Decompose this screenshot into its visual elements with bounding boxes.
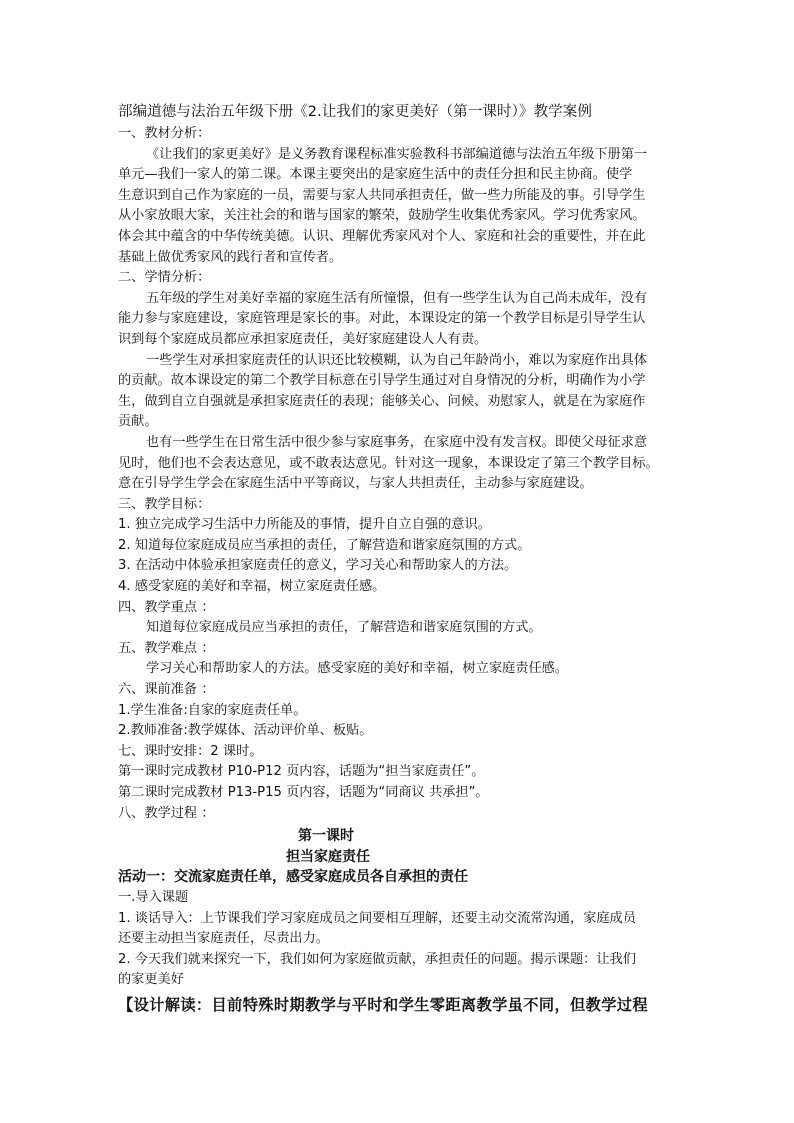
paragraph-line: 《让我们的家更美好》是义务教育课程标准实验教科书部编道德与法治五年级下册第一 <box>146 146 648 162</box>
paragraph-line: 体会其中蕴含的中华传统美德。认识、理解优秀家风对个人、家庭和社会的重要性，并在此 <box>118 228 646 244</box>
lesson-title: 第一课时 <box>298 828 354 845</box>
list-item: 第一课时完成教材 P10-P12 页内容，话题为“担当家庭责任”。 <box>118 764 485 780</box>
paragraph-line: 从小家放眼大家，关注社会的和谐与国家的繁荣，鼓励学生收集优秀家风。学习优秀家风。 <box>118 208 646 224</box>
subsection-heading-intro: 一.导入课题 <box>118 889 189 905</box>
list-item: 还要主动担当家庭责任，尽责出力。 <box>118 931 329 947</box>
document-page <box>118 101 680 1017</box>
lesson-subtitle: 担当家庭责任 <box>286 848 370 865</box>
paragraph-line: 生，做到自立自强就是承担家庭责任的表现；能够关心、问候、劝慰家人，就是在为家庭作 <box>118 393 646 409</box>
list-item: 1. 谈话导入：上节课我们学习家庭成员之间要相互理解，还要主动交流常沟通，家庭成员 <box>118 910 636 926</box>
paragraph-line: 能力参与家庭建设，家庭管理是家长的事。对此，本课设定的第一个教学目标是引导学生认 <box>118 311 646 327</box>
list-item: 第二课时完成教材 P13-P15 页内容，话题为“同商议 共承担”。 <box>118 785 489 800</box>
list-item: 1.学生准备:自家的家庭责任单。 <box>118 702 307 718</box>
section-heading-key-points: 四、教学重点 ： <box>118 599 215 615</box>
activity-title: 活动一：交流家庭责任单，感受家庭成员各自承担的责任 <box>118 869 468 886</box>
section-heading-preparation: 六、课前准备 ： <box>118 682 215 698</box>
paragraph-line: 识到每个家庭成员都应承担家庭责任，美好家庭建设人人有责。 <box>118 331 488 347</box>
paragraph-line: 意在引导学生学会在家庭生活中平等商议，与家人共担责任，主动参与家庭建设。 <box>118 476 593 492</box>
section-heading-teaching-goals: 三、教学目标： <box>118 496 211 512</box>
paragraph-line: 学习关心和帮助家人的方法。感受家庭的美好和幸福，树立家庭责任感。 <box>146 661 568 677</box>
paragraph-line: 的贡献。故本课设定的第二个教学目标意在引导学生通过对自身情况的分析，明确作为小学 <box>118 373 646 389</box>
list-item: 2. 知道每位家庭成员应当承担的责任，了解营造和谐家庭氛围的方式。 <box>118 537 531 553</box>
paragraph-line: 知道每位家庭成员应当承担的责任，了解营造和谐家庭氛围的方式。 <box>146 620 542 636</box>
paragraph-line: 五年级的学生对美好幸福的家庭生活有所憧憬，但有一些学生认为自己尚未成年，没有 <box>146 290 648 306</box>
section-heading-process: 八、教学过程 ： <box>118 805 215 821</box>
paragraph-line: 贡献。 <box>118 414 158 430</box>
section-heading-difficulties: 五、教学难点 ： <box>118 640 215 656</box>
paragraph-line: 也有一些学生在日常生活中很少参与家庭事务，在家庭中没有发言权。即使父母征求意 <box>146 434 648 450</box>
section-heading-schedule: 七、课时安排：2 课时。 <box>118 743 263 759</box>
list-item: 4. 感受家庭的美好和幸福，树立家庭责任感。 <box>118 579 386 595</box>
list-item: 2. 今天我们就来探究一下，我们如何为家庭做贡献，承担责任的问题。揭示课题：让我们 <box>118 951 636 967</box>
document-title: 部编道德与法治五年级下册《2.让我们的家更美好（第一课时）》教学案例 <box>118 104 592 120</box>
list-item: 3. 在活动中体验承担家庭责任的意义，学习关心和帮助家人的方法。 <box>118 558 518 574</box>
paragraph-line: 见时，他们也不会表达意见，或不敢表达意见。针对这一现象，本课设定了第三个教学目标。 <box>118 455 659 471</box>
section-heading-student-analysis: 二、学情分析： <box>118 270 211 286</box>
paragraph-line: 基础上做优秀家风的践行者和宣传者。 <box>118 249 343 265</box>
list-item: 的家更美好 <box>118 972 184 988</box>
paragraph-line: 生意识到自己作为家庭的一员，需要与家人共同承担责任，做一些力所能及的事。引导学生 <box>118 187 646 203</box>
paragraph-line: 单元—我们一家人的第二课。本课主要突出的是家庭生活中的责任分担和民主协商。使学 <box>118 167 633 183</box>
list-item: 1. 独立完成学习生活中力所能及的事情，提升自立自强的意识。 <box>118 517 491 533</box>
section-heading-textbook-analysis: 一、教材分析： <box>118 126 211 141</box>
paragraph-line: 一些学生对承担家庭责任的认识还比较模糊，认为自己年龄尚小，难以为家庭作出具体 <box>146 352 648 368</box>
design-note: 【设计解读：目前特殊时期教学与平时和学生零距离教学虽不同，但教学过程 <box>118 995 648 1014</box>
list-item: 2.教师准备:教学媒体、活动评价单、板贴。 <box>118 723 373 739</box>
